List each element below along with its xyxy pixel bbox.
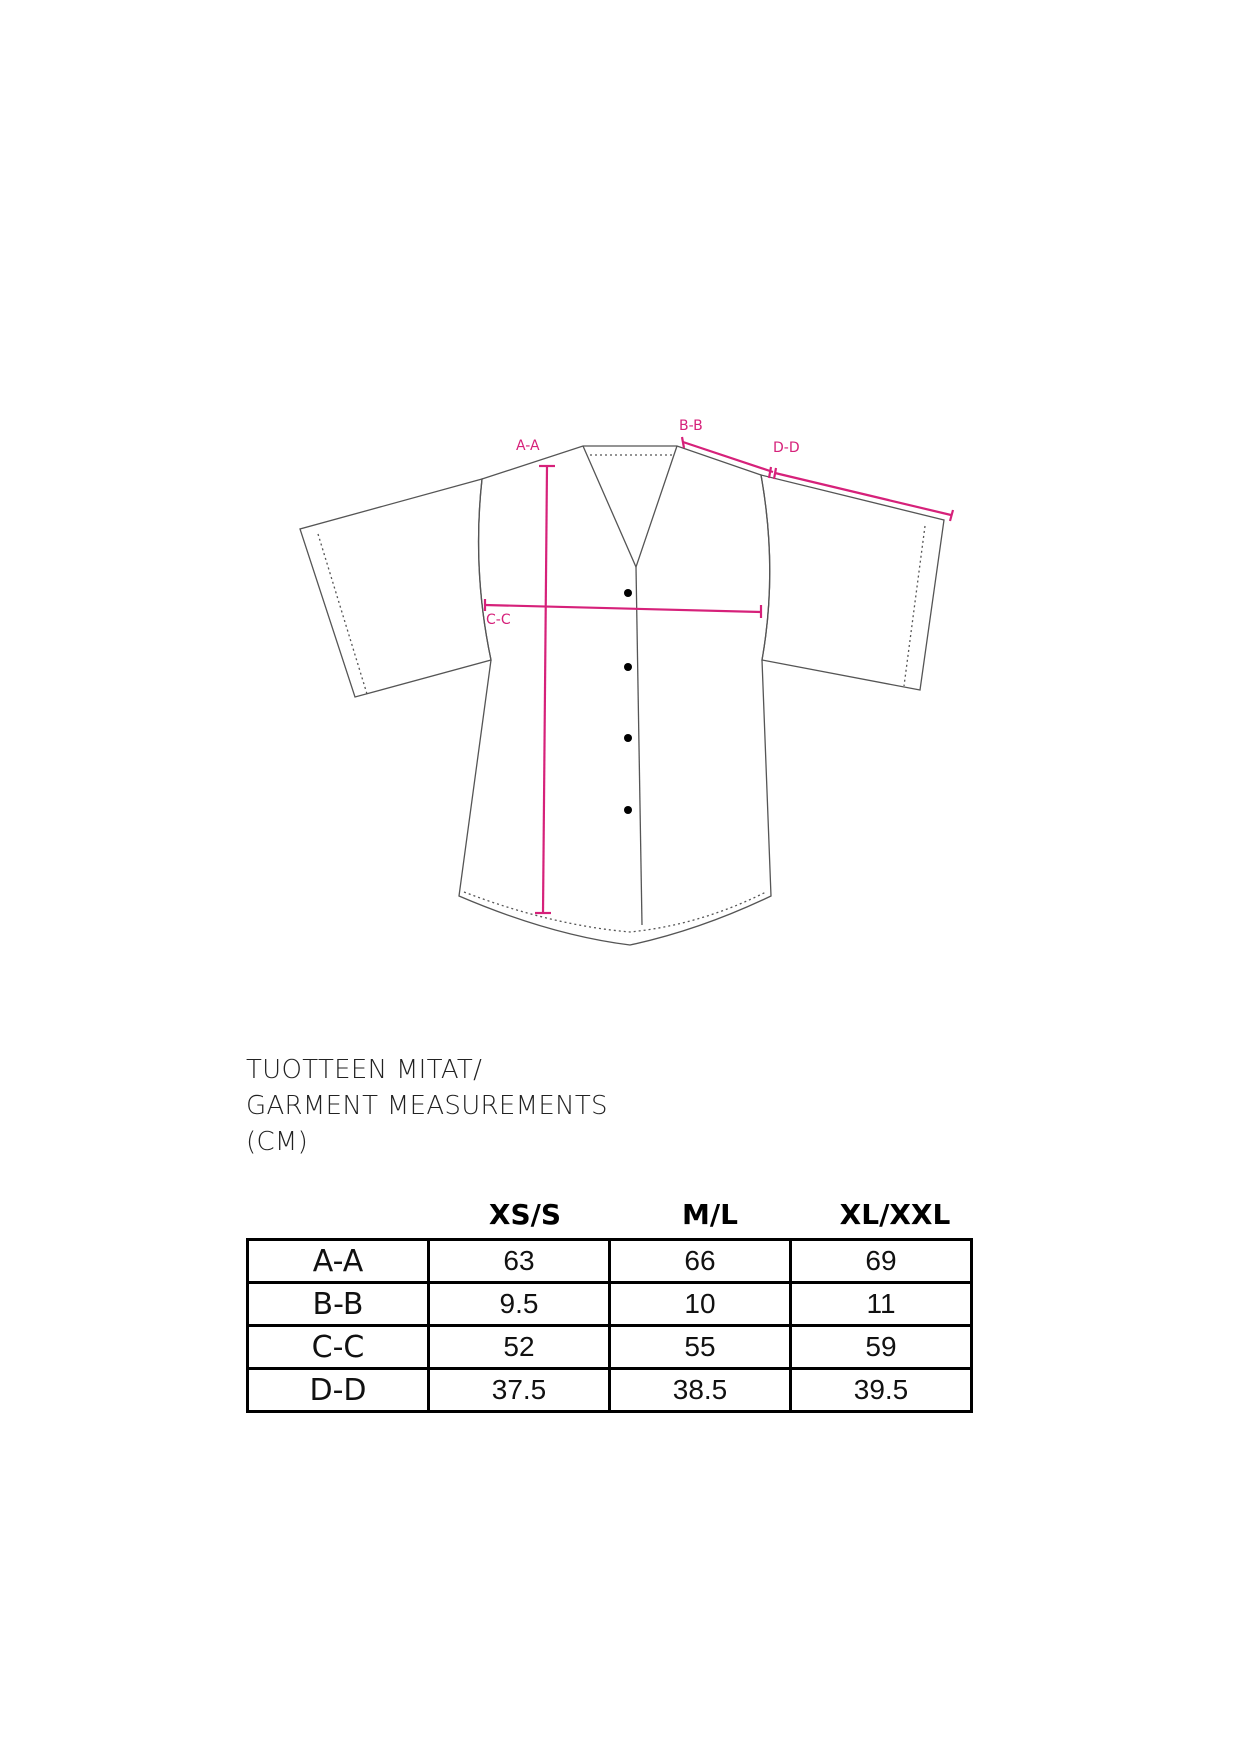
table-cell: 39.5 <box>791 1369 972 1412</box>
right-sleeve-hem <box>904 526 925 686</box>
table-cell: 63 <box>429 1240 610 1283</box>
column-header-xs-s: XS/S <box>488 1198 562 1231</box>
heading-line-2: GARMENT MEASUREMENTS <box>246 1091 608 1121</box>
hem-stitch <box>464 892 766 932</box>
front-placket <box>636 567 642 925</box>
neckline <box>583 446 677 567</box>
column-header-xl-xxl: XL/XXL <box>839 1198 951 1231</box>
table-cell: 59 <box>791 1326 972 1369</box>
table-cell: 52 <box>429 1326 610 1369</box>
measure-line-bb <box>682 437 773 472</box>
table-cell: 38.5 <box>610 1369 791 1412</box>
row-label: D-D <box>248 1369 429 1412</box>
table-cell: 66 <box>610 1240 791 1283</box>
button-2 <box>624 663 632 671</box>
table-cell: 11 <box>791 1283 972 1326</box>
measure-line-aa <box>535 466 555 913</box>
table-row-bb <box>248 1283 972 1326</box>
left-sleeve-hem <box>318 534 367 694</box>
size-table <box>246 1238 973 1413</box>
button-1 <box>624 589 632 597</box>
label-aa: A-A <box>516 438 540 454</box>
label-dd: D-D <box>773 440 800 456</box>
measurements-heading <box>246 1052 608 1160</box>
left-sleeve-outline <box>300 479 491 697</box>
button-3 <box>624 734 632 742</box>
heading-line-1: TUOTTEEN MITAT/ <box>246 1055 483 1085</box>
label-cc: C-C <box>486 612 511 628</box>
column-header-m-l: M/L <box>682 1198 738 1231</box>
table-cell: 10 <box>610 1283 791 1326</box>
measure-line-dd <box>769 467 953 521</box>
table-cell: 37.5 <box>429 1369 610 1412</box>
label-bb: B-B <box>679 418 703 434</box>
table-cell: 9.5 <box>429 1283 610 1326</box>
heading-line-3: (CM) <box>246 1127 309 1157</box>
table-cell: 55 <box>610 1326 791 1369</box>
measure-line-cc <box>485 599 761 618</box>
button-4 <box>624 806 632 814</box>
table-row-dd <box>248 1369 972 1412</box>
row-label: C-C <box>248 1326 429 1369</box>
table-cell: 69 <box>791 1240 972 1283</box>
body-outline <box>459 446 771 945</box>
table-row-cc <box>248 1326 972 1369</box>
row-label: A-A <box>248 1240 429 1283</box>
table-row-aa <box>248 1240 972 1283</box>
row-label: B-B <box>248 1283 429 1326</box>
